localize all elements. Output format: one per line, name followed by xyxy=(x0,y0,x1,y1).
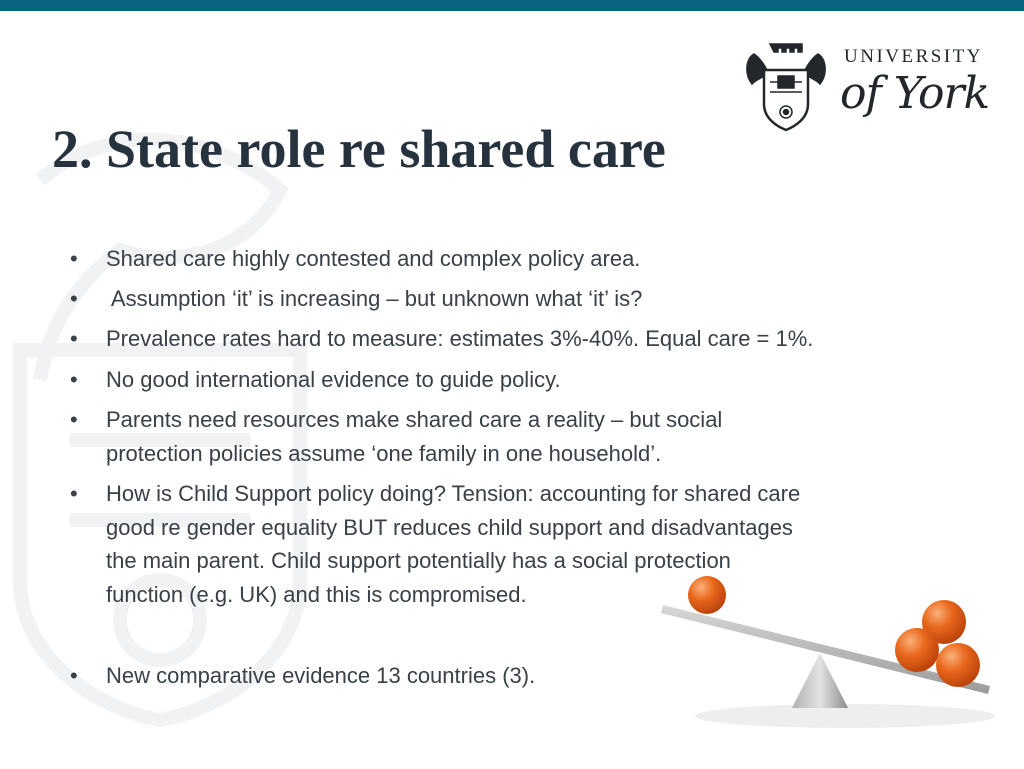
bullet-dot: • xyxy=(70,246,78,271)
bullet-dot: • xyxy=(70,326,78,351)
bullet-text-line: good re gender equality BUT reduces child support and disadvantages xyxy=(106,514,793,540)
bullet-text-line: No good international evidence to guide policy. xyxy=(106,367,561,392)
bullet-text-line: Shared care highly contested and complex policy area. xyxy=(106,246,641,271)
bullet-text-line: Parents need resources make shared care a reality – but social xyxy=(106,407,723,432)
bullet-dot: • xyxy=(70,481,78,506)
bullet-text-line: How is Child Support policy doing? Tension: accounting for shared care xyxy=(106,481,801,506)
slide-title: 2. State role re shared care xyxy=(52,119,666,179)
bullet-dot: • xyxy=(70,663,78,688)
bullet-text-line: protection policies assume ‘one family in one household’. xyxy=(106,440,662,466)
bullet-text-line: the main parent. Child support potentially has a social protection xyxy=(106,548,731,573)
bullet-dot: • xyxy=(70,407,78,432)
bullet-text-line: Prevalence rates hard to measure: estimates 3%-40%. Equal care = 1%. xyxy=(106,326,814,351)
bullet-text-line: New comparative evidence 13 countries (3). xyxy=(106,663,536,688)
bullet-text-line: Assumption ‘it’ is increasing – but unknown what ‘it’ is? xyxy=(106,286,643,311)
bullet-dot: • xyxy=(70,367,78,392)
bullet-dot: • xyxy=(70,286,78,311)
bullet-text-line: function (e.g. UK) and this is compromised. xyxy=(106,581,527,607)
logo-wordmark-york: of York xyxy=(840,68,990,119)
logo-wordmark-university: UNIVERSITY xyxy=(844,46,983,67)
seesaw-balls-icon xyxy=(655,570,1000,740)
